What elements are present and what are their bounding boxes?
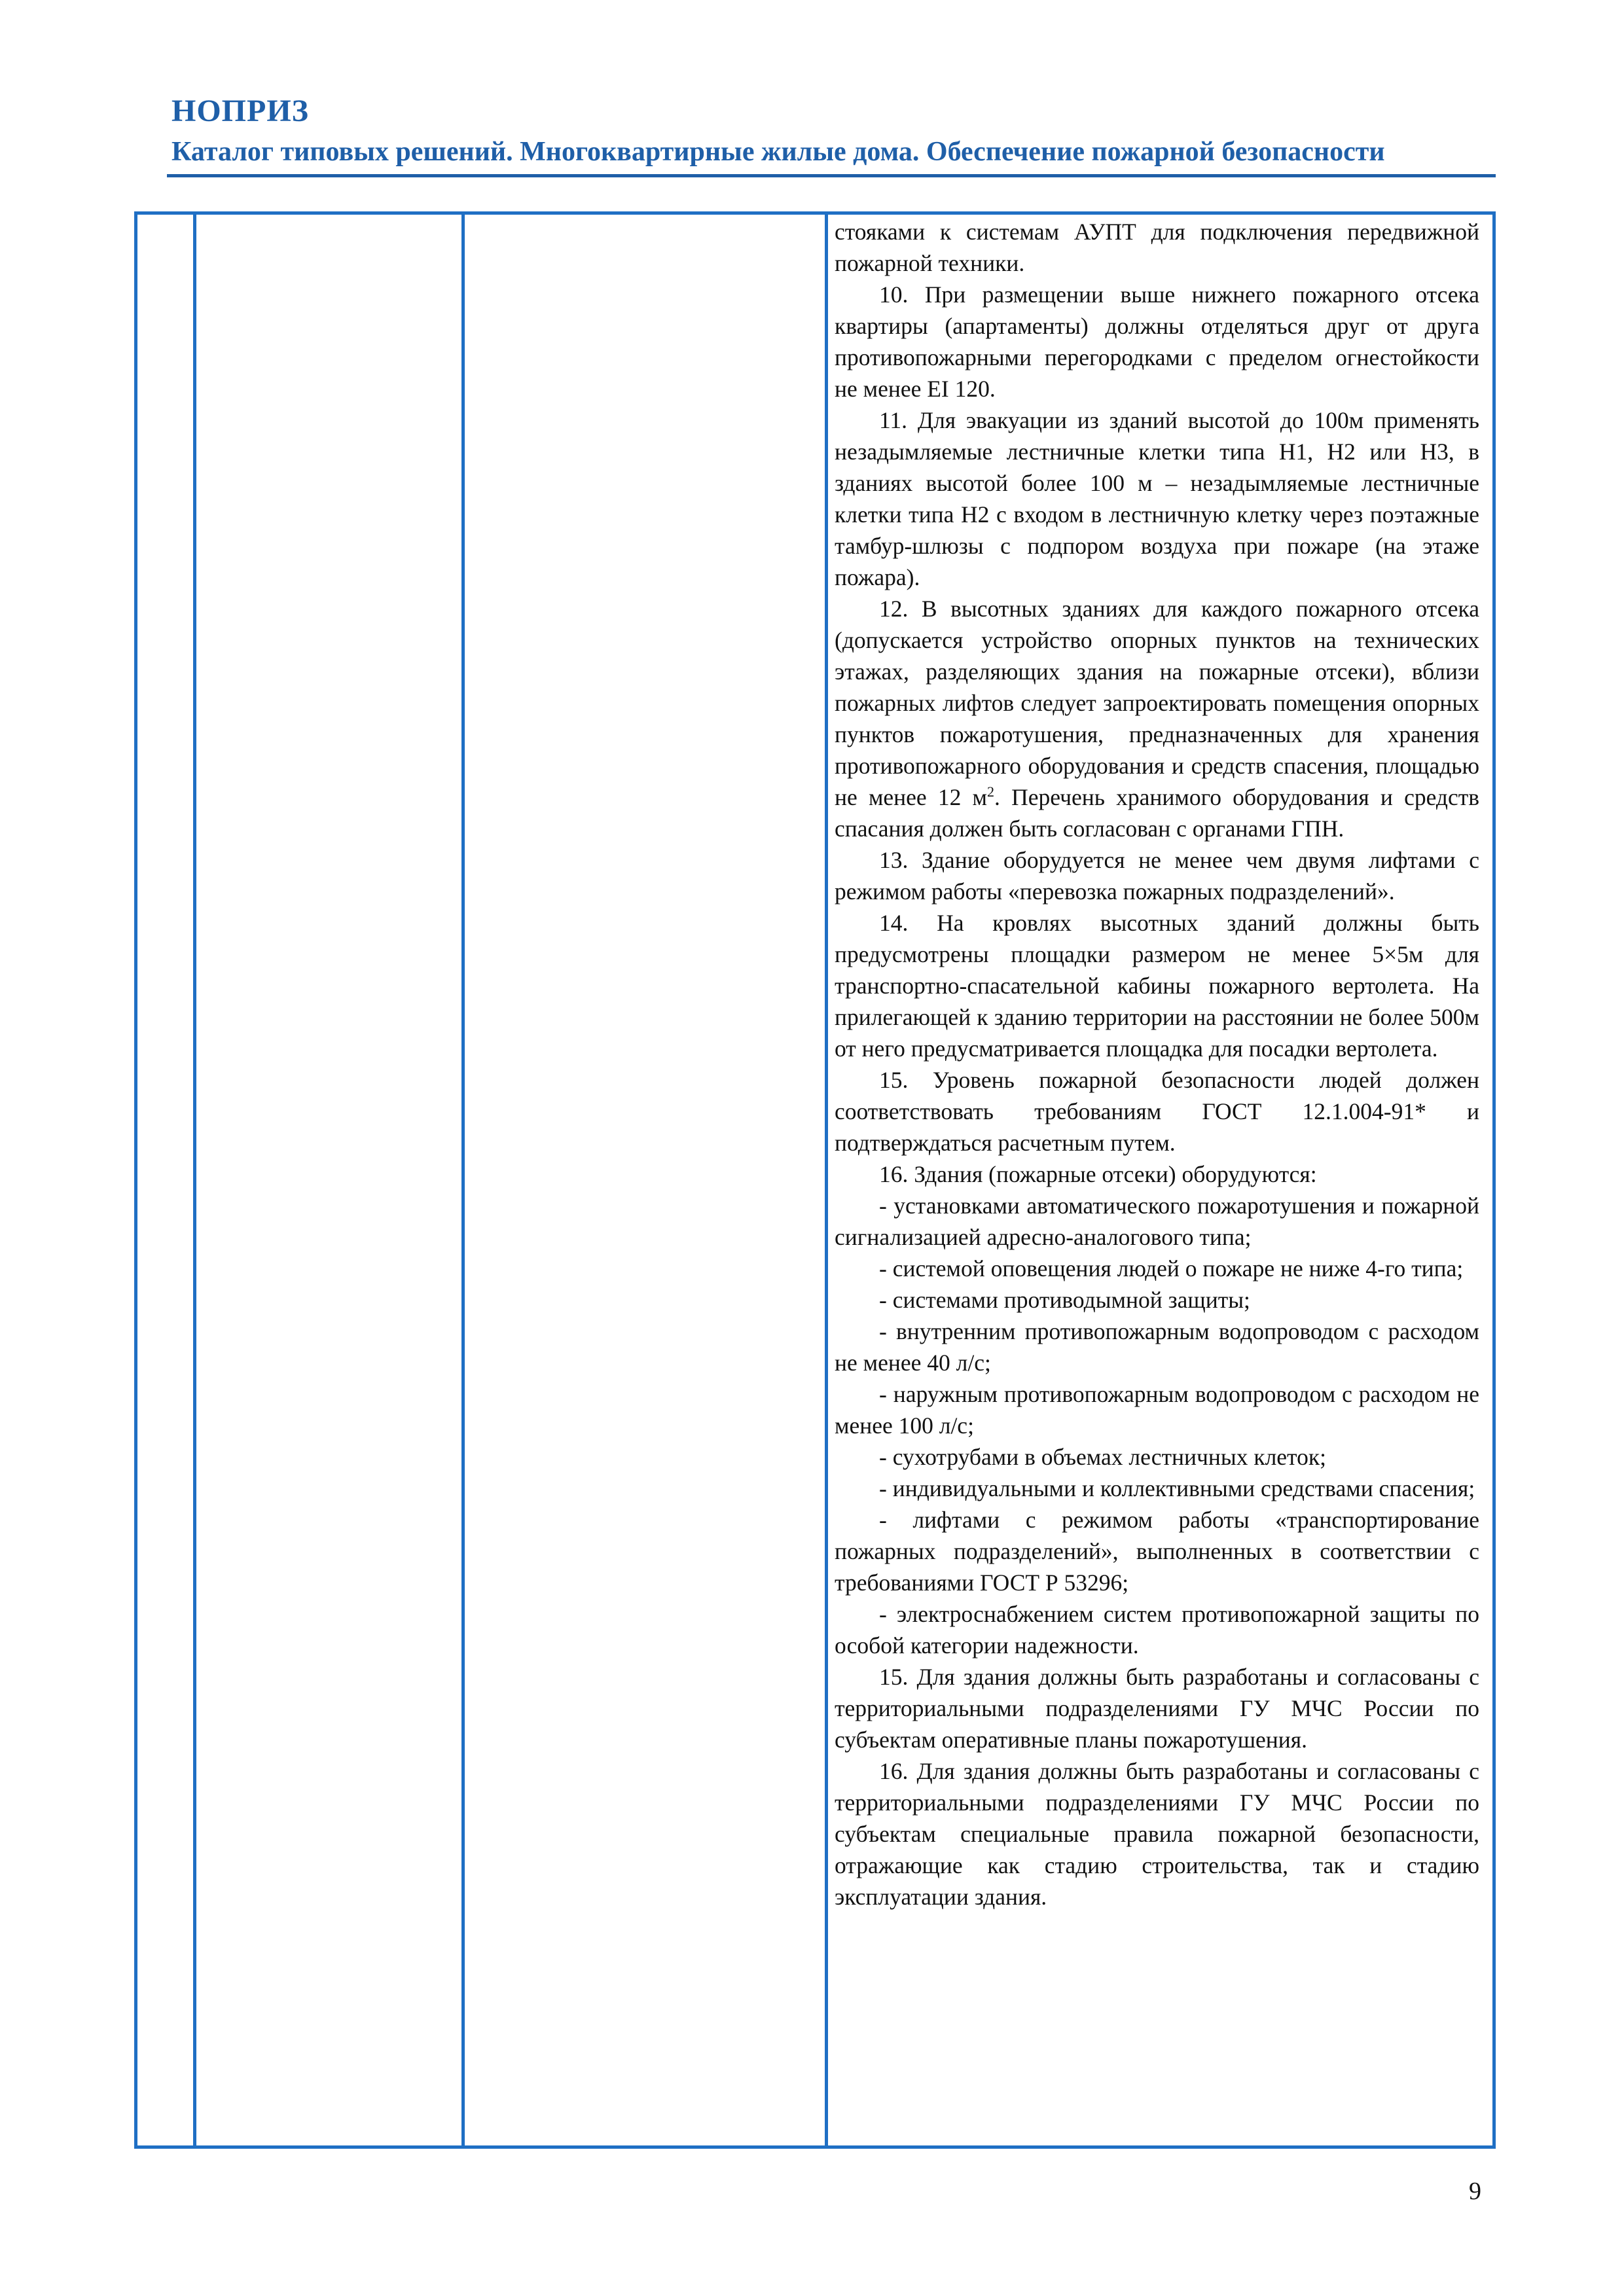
list-item: - системой оповещения людей о пожаре не ниже 4-го типа; xyxy=(879,1255,1464,1282)
paragraph-15: 15. Уровень пожарной безопасности людей должен соответствовать требованиям ГОСТ 12.1.004-91* и подтверждаться расчетным путем. xyxy=(835,1067,1479,1156)
superscript: 2 xyxy=(987,783,995,800)
paragraph-16: 16. Здания (пожарные отсеки) оборудуются: xyxy=(879,1161,1317,1187)
table-column-divider xyxy=(193,215,196,2145)
list-item: - наружным противопожарным водопроводом с расходом не менее 100 л/с; xyxy=(835,1381,1479,1439)
paragraph-11: 11. Для эвакуации из зданий высотой до 100м применять незадымляемые лестничные клетки типа Н1, Н2 или Н3, в зданиях высотой более 100 м – незадымляемые лестничные клетки типа Н2 с входом в лестничную клетку через поэтажные тамбур-шлюзы с подпором воздуха при пожаре (на этаже пожара). xyxy=(835,407,1479,590)
paragraph-12-text-end: . Перечень хранимого оборудования и средств спасания должен быть согласован с органами ГПН. xyxy=(835,784,1479,842)
list-item: - системами противодымной защиты; xyxy=(879,1287,1250,1313)
org-title: НОПРИЗ xyxy=(171,94,309,128)
list-item: - сухотрубами в объемах лестничных клеток; xyxy=(879,1444,1326,1470)
paragraph-13: 13. Здание оборудуется не менее чем двумя лифтами с режимом работы «перевозка пожарных подразделений». xyxy=(835,847,1479,905)
header-rule xyxy=(167,174,1496,177)
catalog-subtitle: Каталог типовых решений. Многоквартирные жилые дома. Обеспечение пожарной безопасности xyxy=(171,137,1385,167)
table-column-divider xyxy=(825,215,828,2145)
list-item: - внутренним противопожарным водопроводом с расходом не менее 40 л/с; xyxy=(835,1318,1479,1376)
paragraph-15-plans: 15. Для здания должны быть разработаны и согласованы с территориальными подразделениями ГУ МЧС России по субъектам оперативные планы пожаротушения. xyxy=(835,1664,1479,1753)
paragraph-12 xyxy=(835,593,1479,844)
paragraph-continuation: стояками к системам АУПТ для подключения передвижной пожарной техники. xyxy=(835,219,1479,276)
list-item: - установками автоматического пожаротушения и пожарной сигнализацией адресно-аналогового типа; xyxy=(835,1193,1479,1250)
list-item: - индивидуальными и коллективными средствами спасения; xyxy=(879,1475,1475,1501)
paragraph-14: 14. На кровлях высотных зданий должны быть предусмотрены площадки размером не менее 5×5м для транспортно-спасательной кабины пожарного вертолета. На прилегающей к зданию территории на расстоянии не более 500м от него предусматривается площадка для посадки вертолета. xyxy=(835,910,1479,1062)
paragraph-16-rules: 16. Для здания должны быть разработаны и согласованы с территориальными подразделениями ГУ МЧС России по субъектам специальные правила пожарной безопасности, отражающие как стадию строительства, так и стадию эксплуатации здания. xyxy=(835,1758,1479,1910)
requirements-column xyxy=(835,216,1479,1912)
paragraph-10: 10. При размещении выше нижнего пожарного отсека квартиры (апартаменты) должны отделяться друг от друга противопожарными перегородками с пределом огнестойкости не менее EI 120. xyxy=(835,281,1479,402)
table-column-divider xyxy=(461,215,465,2145)
page-number: 9 xyxy=(1469,2178,1481,2205)
paragraph-12-text: 12. В высотных зданиях для каждого пожарного отсека (допускается устройство опорных пунктов на технических этажах, разделяющих здания на пожарные отсеки), вблизи пожарных лифтов следует запроектировать помещения опорных пунктов пожаротушения, предназначенных для хранения противопожарного оборудования и средств спасения, площадью не менее 12 м xyxy=(835,596,1479,810)
list-item: - электроснабжением систем противопожарной защиты по особой категории надежности. xyxy=(835,1601,1479,1659)
list-item: - лифтами с режимом работы «транспортирование пожарных подразделений», выполненных в соответствии с требованиями ГОСТ Р 53296; xyxy=(835,1507,1479,1596)
